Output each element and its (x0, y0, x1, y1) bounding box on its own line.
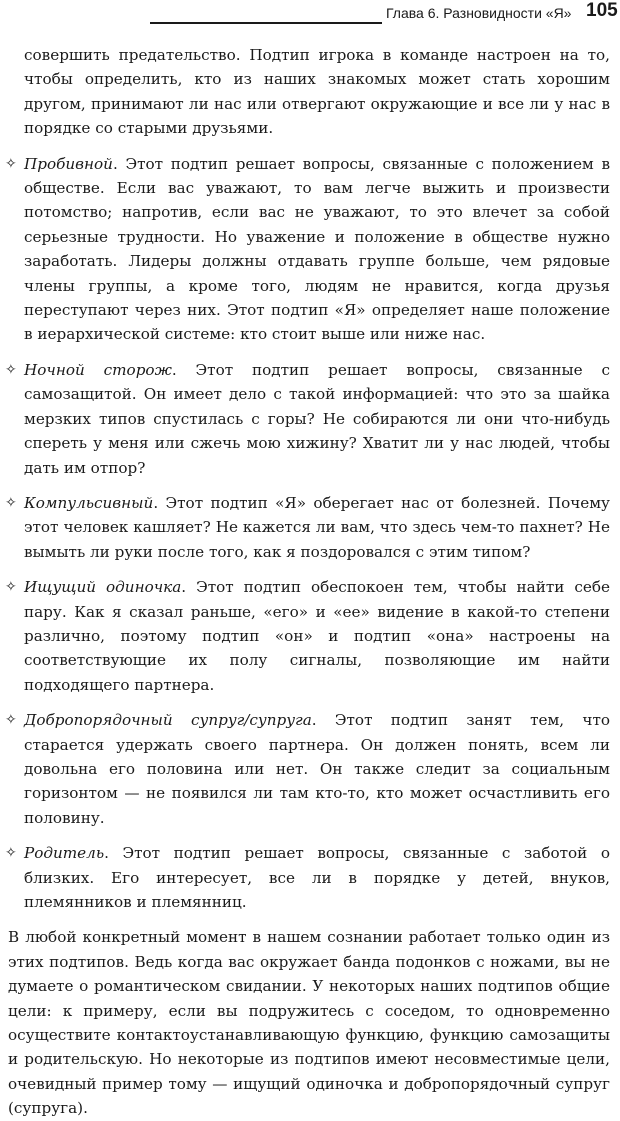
item-text: . Этот подтип обеспокоен тем, чтобы найти себе пару. Как я сказал раньше, «его» и «ее» видение в какой-то степени различно, поэтому подтип «он» и подтип «она» настроены на соответствующие их полу сигналы, позволяющие им найти подходящего партнера. (24, 578, 611, 694)
diamond-outline-icon: ✧ (5, 845, 17, 862)
item-term: Компульсивный (24, 493, 154, 512)
diamond-outline-icon: ✧ (5, 155, 17, 172)
opening-paragraph: совершить предательство. Подтип игрока в команде настроен на то, чтобы определить, кто из наших знакомых может стать хорошим другом, принимают ли нас или отвергают окружающие и все ли у нас в порядке со старыми друзьями. (24, 46, 610, 138)
item-term: Ночной сторож (24, 360, 172, 379)
item-term: Родитель (24, 844, 105, 863)
item-text: . Этот подтип занят тем, что старается удержать своего партнера. Он должен понять, всем ли довольна его половина или нет. Он также следит за социальным горизонтом — не появился ли там кто-то, кто может осчастливить его половину. (24, 711, 610, 827)
list-item (5, 575, 611, 697)
item-text: . Этот подтип решает вопросы, связанные с положением в обществе. Если вас уважают, то вам легче выжить и произвести потомство; напротив, если вас не уважают, то это влечет за собой серьезные трудности. Но уважение и положение в обществе нужно заработать. Лидеры должны отдавать группе больше, чем рядовые члены группы, а кроме того, людям не нравится, когда друзья переступают через них. Этот подтип «Я» определяет наше положение в иерархической системе: кто стоит выше или ниже нас. (24, 154, 610, 344)
diamond-outline-icon: ✧ (5, 712, 17, 729)
item-term: Добропорядочный супруг/супруга (24, 711, 312, 730)
item-term: Пробивной (24, 154, 113, 173)
page-number: 105 (586, 0, 618, 21)
closing-paragraph: В любой конкретный момент в нашем сознании работает только один из этих подтипов. Ведь когда вас окружает банда подонков с ножами, вы не думаете о романтическом свидании. У некоторых наших подтипов общие цели: к примеру, если вы подружитесь с соседом, то одновременно осуществите контактоустанавливающую функцию, функцию самозащиты и родительскую. Но некоторые из подтипов имеют несовместимые цели, очевидный пример тому — ищущий одиночка и добропорядочный супруг (супруга). (8, 928, 610, 1118)
item-text: . Этот подтип решает вопросы, связанные с самозащитой. Он имеет дело с такой информацией: что это за шайка мерзких типов спустилась с горы? Не собираются ли они что-нибудь спереть у меня или сжечь мою хижину? Хватит ли у нас людей, чтобы дать им отпор? (24, 360, 610, 477)
list-item (5, 841, 610, 914)
list-item (5, 491, 610, 564)
page-header (0, 0, 620, 32)
diamond-outline-icon: ✧ (5, 361, 17, 378)
diamond-outline-icon: ✧ (5, 494, 17, 511)
list-item (5, 708, 610, 830)
item-term: Ищущий одиночка (24, 578, 182, 597)
chapter-title: Глава 6. Разновидности «Я» (386, 5, 572, 21)
page-body (5, 43, 611, 1121)
list-item (5, 152, 610, 347)
item-text: . Этот подтип решает вопросы, связанные с заботой о близких. Его интересует, все ли в порядке у детей, внуков, племянников и племянниц. (24, 844, 610, 911)
list-item (5, 358, 610, 480)
diamond-outline-icon: ✧ (5, 579, 17, 596)
item-text: . Этот подтип «Я» оберегает нас от болезней. Почему этот человек кашляет? Не кажется ли вам, что здесь чем-то пахнет? Не вымыть ли руки после того, как я поздоровался с этим типом? (24, 493, 610, 561)
header-rule (150, 22, 382, 24)
